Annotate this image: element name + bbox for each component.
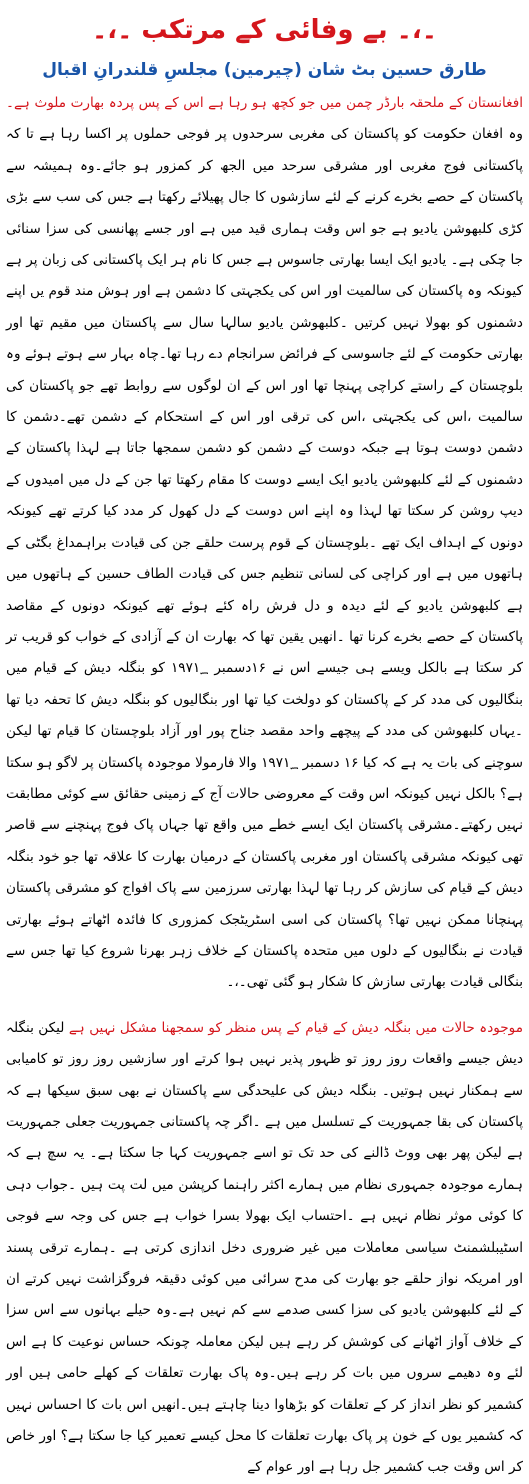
paragraph-2-lead: موجودہ حالات میں بنگلہ دیش کے قیام کے پس منظر کو سمجھنا مشکل نہیں ہے [68, 1019, 523, 1036]
paragraph-1-lead: افغانستان کے ملحقہ بارڈر چمن میں جو کچھ ہو رہا ہے اس کے پس پردہ بھارت ملوث ہے۔ [6, 95, 523, 111]
paragraph-gap [6, 999, 523, 1013]
paragraph-2-body: لیکن بنگلہ دیش جیسے واقعات روز روز تو ظہور پذیر نہیں ہوا کرتے اور سازشیں روز روز تو کامیابی سے ہمکنار نہیں ہوتیں۔ بنگلہ دیش کی علیحدگی سے پاکستان نے بھی سبق سیکھا ہے کہ پاکستان کی بقا جمہوریت کے تسلسل میں ہے ۔اگر چہ پاکستانی جمہوریت جعلی جمہوریت ہے لیکن پھر بھی ووٹ ڈالنے کی حد تک تو اسے جمہوریت کہا جا سکتا ہے۔ یہ سچ ہے کہ ہمارے موجودہ جمہوری نظام میں ہمارے اکثر راہنما کرپشن میں لت پت ہیں ۔جواب دہی کا کوئی موثر نظام نہیں ہے ۔احتساب ایک بھولا بسرا خواب ہے جس کی وجہ سے فوجی اسٹیبلشمنٹ سیاسی معاملات میں غیر ضروری دخل اندازی کرتی ہے ۔ہمارے ترقی پسند اور امریکہ نواز حلقے جو بھارت کی مدح سرائی میں کوئی دقیقہ فروگزاشت نہیں کرتے ان کے لئے کلبھوشن یادیو کی سزا کسی صدمے سے کم نہیں ہے۔وہ حیلے بہانوں سے اس سزا کے خلاف آواز اٹھانے کی کوشش کر رہے ہیں لیکن معاملہ چونکہ حساس نوعیت کا ہے اس لئے وہ دھیمے سروں میں بات کر رہے ہیں۔وہ پاک بھارت تعلقات کے کھلے حامی ہیں اور کشمیر کو نظر انداز کر کے تعلقات کو بڑھاوا دینا چاہتے ہیں۔انھیں اس بات کا احساس نہیں کہ کشمیر یوں کے خون پر پاک بھارت تعلقات کا محل کیسے تعمیر کیا جا سکتا ہے؟ اور خاص کر اس وقت جب کشمیر جل رہا ہے اور عوام کے [6, 1019, 523, 1476]
author-byline: طارق حسین بٹ شان (چیرمین) مجلسِ قلندرانِ اقبال [42, 60, 487, 80]
paragraph-2 [6, 1013, 523, 1484]
paragraph-1 [6, 88, 523, 999]
paragraph-1-body: وہ افغان حکومت کو پاکستان کی مغربی سرحدوں پر فوجی حملوں پر اکسا رہا ہے تا کہ پاکستانی فوج مغربی اور مشرقی سرحد میں الجھ کر کمزور ہو جائے۔وہ ہمیشہ سے پاکستان کے حصے بخرے کرنے کے لئے سازشوں کا جال پھیلائے رکھتا ہے جس کی سب سے بڑی کڑی کلبھوشن یادیو ہے جو اس وقت ہماری قید میں ہے اور جسے پھانسی کی سزا سنائی جا چکی ہے۔ یادیو ایک ایسا بھارتی جاسوس ہے جس کا نام ہر ایک پاکستانی کی زبان پر ہے کیونکہ وہ پاکستان کی سالمیت اور اس کی یکجہتی کا دشمن ہے اور ہوش مند قوم یں اپنے دشمنوں کو بھولا نہیں کرتیں ۔کلبھوشن یادیو سالہا سال سے پاکستان میں مقیم تھا اور بھارتی حکومت کے لئے جاسوسی کے فرائض سرانجام دے رہا تھا۔چاہ بہار سے ہوتے ہوئے وہ بلوچستان کے راستے کراچی پہنچا تھا اور اس کے ان لوگوں سے روابط تھے جو پاکستان کی سالمیت ،اس کی یکجہتی ،اس کی ترقی اور اس کے استحکام کے دشمن تھے۔دشمن کا دشمن دوست ہوتا ہے جبکہ دوست کے دشمن کو دشمن سمجھا جاتا ہے لہذا پاکستان کے دشمنوں کے لئے کلبھوشن یادیو ایک ایسے دوست کا مقام رکھتا تھا جن کے دل میں امیدوں کے دیپ روشن کر سکتا تھا لہذا وہ اپنے اس دوست کے دل کھول کر مدد کیا کرتے تھے کیونکہ دونوں کے اہداف ایک تھے ۔بلوچستان کے قوم پرست حلقے جن کی قیادت براہمداغ بگٹی کے ہاتھوں میں ہے اور کراچی کی لسانی تنظیم جس کی قیادت الطاف حسین کے ہاتھوں میں ہے کلبھوشن یادیو کے لئے دیدہ و دل فرش راہ کئے ہوئے تھے کیونکہ دونوں کے مقاصد پاکستان کے حصے بخرے کرنا تھا ۔انھیں یقین تھا کہ بھارت ان کے آزادی کے خواب کو قریب تر کر سکتا ہے بالکل ویسے ہی جیسے اس نے ۱۶دسمبر ۱۹۷۱؁ کو بنگلہ دیش کے قیام میں بنگالیوں کی مدد کر کے پاکستان کو دولخت کیا تھا اور بنگالیوں کو بنگلہ دیش کا تحفہ دیا تھا ۔یہاں کلبھوشن کی مدد کے پیچھے واحد مقصد جناح پور اور آزاد بلوچستان کا قیام تھا لیکن سوچنے کی بات یہ ہے کہ کیا ۱۶ دسمبر ۱۹۷۱؁ والا فارمولا موجودہ پاکستان پر لاگو ہو سکتا ہے؟ بالکل نہیں کیونکہ اس وقت کے معروضی حالات آج کے زمینی حقائق سے کوئی مطابقت نہیں رکھتے۔مشرقی پاکستان ایک ایسے خطے میں واقع تھا جہاں پاک فوج پہنچنے سے قاصر تھی کیونکہ مشرقی پاکستان اور مغربی پاکستان کے درمیان بھارت کا علاقہ تھا جو خود بنگلہ دیش کے قیام کی سازش کر رہا تھا لہذا بھارتی سرزمین سے پاک افواج کو مشرقی پاکستان پہنچانا ممکن نہیں تھا؟ پاکستان کی اسی اسٹریٹجک کمزوری کا فائدہ اٹھاتے ہوئے بھارتی قیادت نے بنگالیوں کے دلوں میں متحدہ پاکستان کے خلاف زہر بھرنا شروع کیا تھا جس سے بنگالی قیادت بھارتی سازش کا شکار ہو گئی تھی۔،۔ [5, 126, 523, 991]
article-title: ۔،۔ بے وفائی کے مرتکب ۔،۔ [92, 15, 437, 45]
